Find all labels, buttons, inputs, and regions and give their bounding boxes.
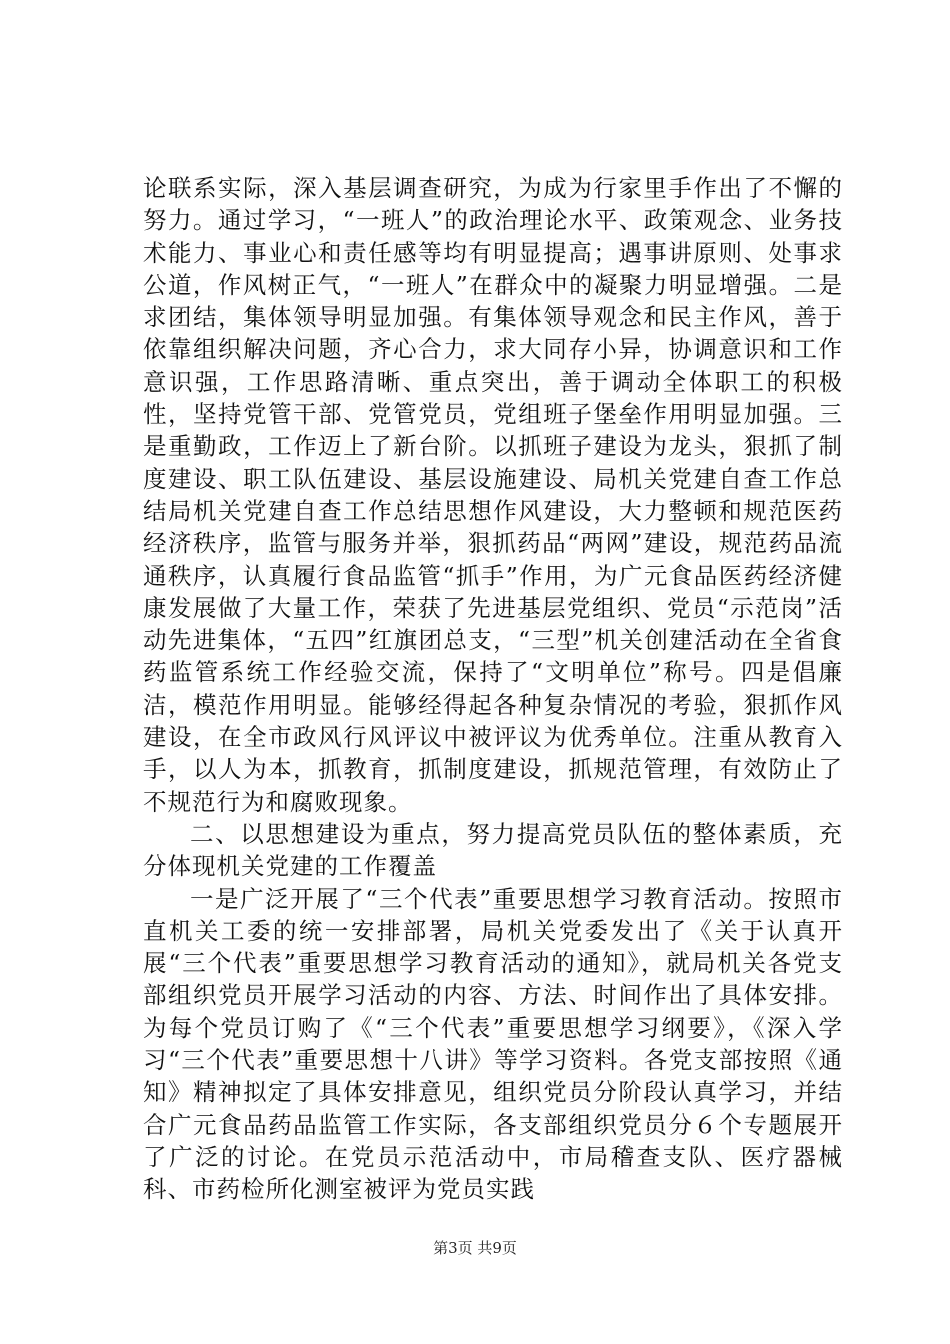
document-body: [143, 172, 843, 1206]
page-footer: 第3页 共9页: [433, 1239, 517, 1257]
paragraph-2-heading: 二、以思想建设为重点，努力提高党员队伍的整体素质，充分体现机关党建的工作覆盖: [143, 819, 843, 881]
paragraph-1: 论联系实际，深入基层调查研究，为成为行家里手作出了不懈的努力。通过学习，“一班人”的政治理论水平、政策观念、业务技术能力、事业心和责任感等均有明显提高；遇事讲原则、处事求公道，作风树正气，“一班人”在群众中的凝聚力明显增强。二是求团结，集体领导明显加强。有集体领导观念和民主作风，善于依靠组织解决问题，齐心合力，求大同存小异，协调意识和工作意识强，工作思路清晰、重点突出，善于调动全体职工的积极性，坚持党管干部、党管党员，党组班子堡垒作用明显加强。三是重勤政，工作迈上了新台阶。以抓班子建设为龙头，狠抓了制度建设、职工队伍建设、基层设施建设、局机关党建自查工作总结局机关党建自查工作总结思想作风建设，大力整顿和规范医药经济秩序，监管与服务并举，狠抓药品“两网”建设，规范药品流通秩序，认真履行食品监管“抓手”作用，为广元食品医药经济健康发展做了大量工作，荣获了先进基层党组织、党员“示范岗”活动先进集体，“五四”红旗团总支，“三型”机关创建活动在全省食药监管系统工作经验交流，保持了“文明单位”称号。四是倡廉洁，模范作用明显。能够经得起各种复杂情况的考验，狠抓作风建设，在全市政风行风评议中被评议为优秀单位。注重从教育入手，以人为本，抓教育，抓制度建设，抓规范管理，有效防止了不规范行为和腐败现象。: [143, 174, 843, 816]
paragraph-3: 一是广泛开展了“三个代表”重要思想学习教育活动。按照市直机关工委的统一安排部署，局机关党委发出了《关于认真开展“三个代表”重要思想学习教育活动的通知》，就局机关各党支部组织党员开展学习活动的内容、方法、时间作出了具体安排。为每个党员订购了《“三个代表”重要思想学习纲要》，《深入学习“三个代表”重要思想十八讲》等学习资料。各党支部按照《通知》精神拟定了具体安排意见，组织党员分阶段认真学习，并结合广元食品药品监管工作实际，各支部组织党员分６个专题展开了广泛的讨论。在党员示范活动中，市局稽查支队、医疗器械科、市药检所化测室被评为党员实践: [143, 884, 843, 1204]
